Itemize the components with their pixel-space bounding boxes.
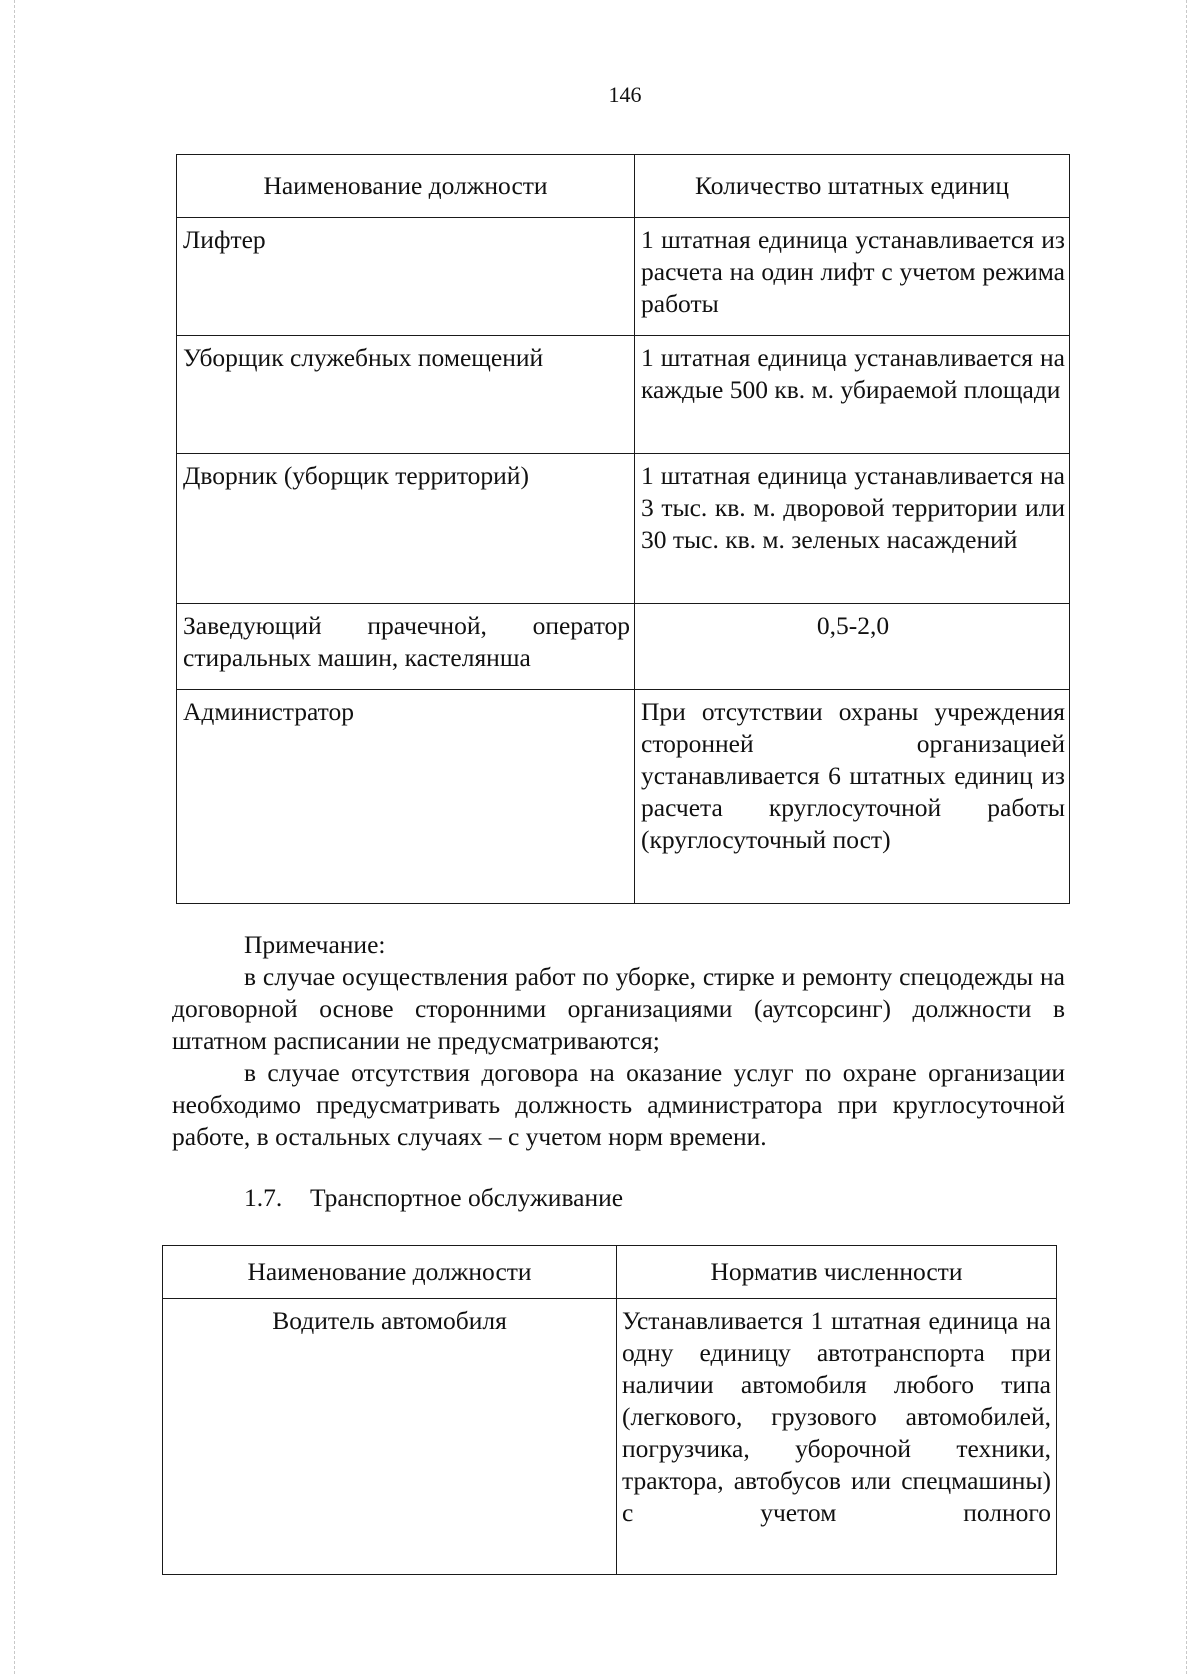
count-cell: 1 штатная единица устанавливается из расчета на один лифт с учетом режима работы xyxy=(635,218,1070,336)
table-header-row xyxy=(177,155,1070,218)
table-row xyxy=(177,690,1070,904)
table-row xyxy=(177,218,1070,336)
column-header-count: Количество штатных единиц xyxy=(635,155,1070,218)
table-row xyxy=(177,454,1070,604)
note-title: Примечание: xyxy=(244,930,386,959)
scan-right-margin-line xyxy=(1186,0,1187,1674)
position-cell: Дворник (уборщик территорий) xyxy=(177,454,635,604)
column-header-position: Наименование должности xyxy=(163,1246,617,1299)
note-paragraph: в случае отсутствия договора на оказание услуг по охране организации необходимо предусматривать должность администратора при круглосуточной работе, в остальных случаях – с учетом норм времени. xyxy=(172,1058,1065,1151)
count-cell: 1 штатная единица устанавливается на 3 тыс. кв. м. дворовой территории или 30 тыс. кв. м. зеленых насаждений xyxy=(635,454,1070,604)
column-header-position: Наименование должности xyxy=(177,155,635,218)
scan-left-margin-line xyxy=(14,0,15,1674)
column-header-norm: Норматив численности xyxy=(617,1246,1057,1299)
position-cell: Водитель автомобиля xyxy=(163,1299,617,1575)
section-number: 1.7. xyxy=(244,1183,283,1212)
count-cell: При отсутствии охраны учреждения сторонней организацией устанавливается 6 штатных единиц из расчета круглосуточной работы (круглосуточный пост) xyxy=(635,690,1070,904)
section-title: Транспортное обслуживание xyxy=(310,1183,624,1212)
position-cell: Уборщик служебных помещений xyxy=(177,336,635,454)
position-cell: Администратор xyxy=(177,690,635,904)
staffing-table xyxy=(176,154,1070,904)
position-cell: Лифтер xyxy=(177,218,635,336)
note-paragraph: в случае осуществления работ по уборке, стирке и ремонту спецодежды на договорной основе сторонними организациями (аутсорсинг) должности в штатном расписании не предусматриваются; xyxy=(172,962,1065,1055)
norm-cell: Устанавливается 1 штатная единица на одну единицу автотранспорта при наличии автомобиля любого типа (легкового, грузового автомобилей, погрузчика, уборочной техники, трактора, автобусов или спецмашины) с учетом полного xyxy=(617,1299,1057,1575)
table-row xyxy=(177,604,1070,690)
table-header-row xyxy=(163,1246,1057,1299)
table-row xyxy=(163,1299,1057,1575)
position-cell: Заведующий прачечной, оператор стиральных машин, кастелянша xyxy=(177,604,635,690)
section-heading xyxy=(244,1183,623,1213)
table-row xyxy=(177,336,1070,454)
count-cell: 0,5-2,0 xyxy=(635,604,1070,690)
page-number: 146 xyxy=(608,82,642,107)
count-cell: 1 штатная единица устанавливается на каждые 500 кв. м. убираемой площади xyxy=(635,336,1070,454)
note-block xyxy=(172,929,1065,1153)
transport-table xyxy=(162,1245,1057,1575)
